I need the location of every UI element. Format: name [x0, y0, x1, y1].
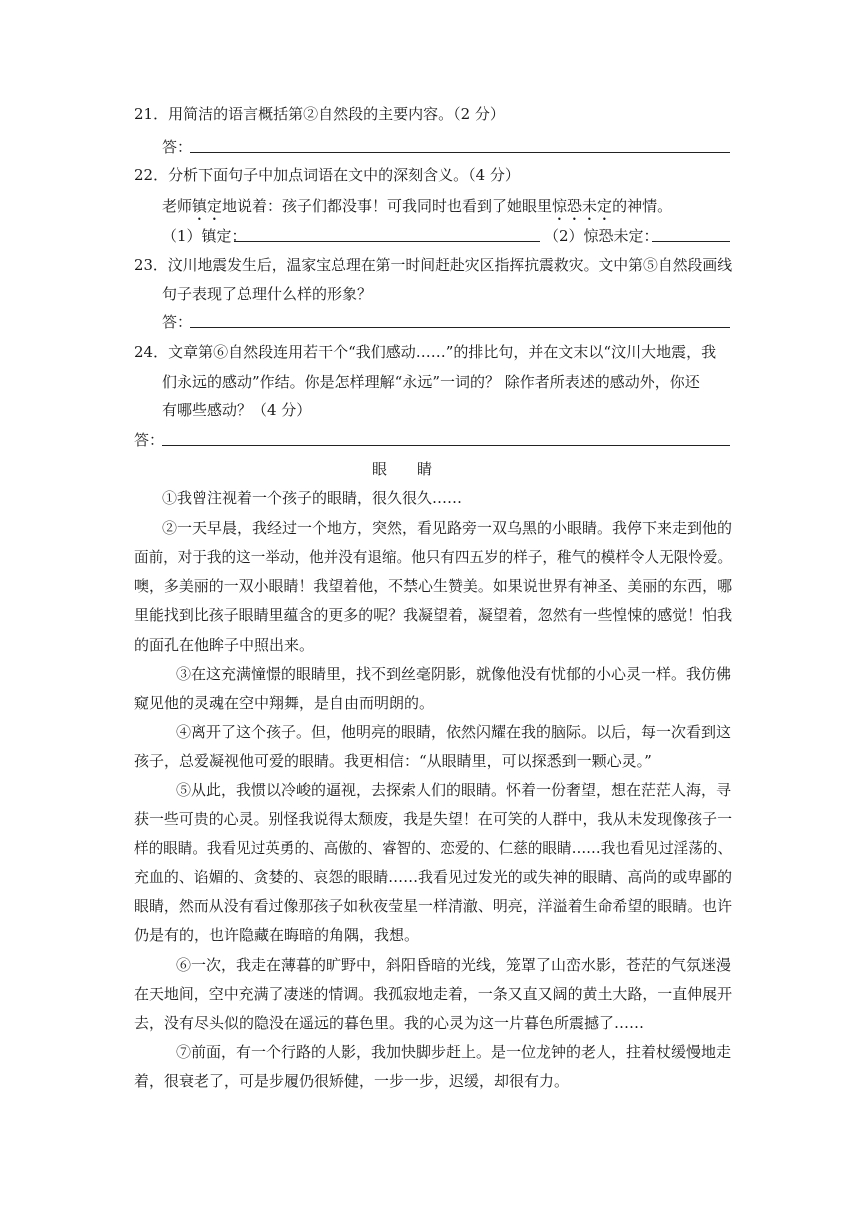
article-line: 充血的、谄媚的、贪婪的、哀怨的眼睛……我看见过发光的或失神的眼睛、高尚的或卑鄙的 [134, 868, 733, 886]
question-22: 22．分析下面句子中加点词语在文中的深刻含义。（4 分） [134, 166, 520, 184]
answer-line-24[interactable] [162, 445, 730, 446]
article-line: 孩子，总爱凝视他可爱的眼睛。我更相信：“从眼睛里，可以探悉到一颗心灵。” [134, 752, 652, 770]
article-line: ⑦前面，有一个行路的人影，我加快脚步赶上。是一位龙钟的老人，拄着杖缓慢地走 [176, 1043, 732, 1061]
article-line: 窥见他的灵魂在空中翔舞，是自由而明朗的。 [134, 694, 435, 712]
question-22-sentence [162, 196, 672, 224]
article-line: ③在这充满憧憬的眼睛里，找不到丝毫阴影，就像他没有忧郁的小心灵一样。我仿佛 [176, 665, 732, 683]
question-24-line-2: 们永远的感动”作结。你是怎样理解“永远”一词的？ 除作者所表述的感动外，你还 [162, 373, 700, 391]
article-line: ⑥一次，我走在薄暮的旷野中，斜阳昏暗的光线，笼罩了山峦水影，苍茫的气氛迷漫 [176, 956, 732, 974]
answer-line-22-2[interactable] [652, 241, 730, 242]
answer-line-22-1[interactable] [234, 241, 540, 242]
article-line: 样的眼睛。我看见过英勇的、高傲的、睿智的、恋爱的、仁慈的眼睛……我也看见过淫荡的、 [134, 839, 733, 857]
article-line: ④离开了这个孩子。但，他明亮的眼睛，依然闪耀在我的脑际。以后，每一次看到这 [176, 723, 732, 741]
answer-label-24: 答： [134, 431, 165, 449]
article-line: 去，没有尽头似的隐没在遥远的暮色里。我的心灵为这一片暮色所震撼了…… [134, 1014, 645, 1032]
article-line: 噢，多美丽的一双小眼睛！我望着他，不禁心生赞美。如果说世界有神圣、美丽的东西，哪 [134, 577, 733, 595]
article-line: 在天地间，空中充满了凄迷的情调。我孤寂地走着，一条又直又阔的黄土大路，一直伸展开 [134, 985, 733, 1003]
question-24-line-3: 有哪些感动？（4 分） [162, 401, 312, 419]
question-23-line-1: 23．汶川地震发生后，温家宝总理在第一时间赶赴灾区指挥抗震救灾。文中第⑤自然段画线 [134, 256, 733, 274]
article-line: ⑤从此，我惯以冷峻的逼视，去探索人们的眼睛。怀着一份奢望，想在茫茫人海，寻 [176, 781, 732, 799]
article-line: 的面孔在他眸子中照出来。 [134, 636, 315, 654]
answer-label-21: 答： [162, 138, 193, 156]
article-line: 获一些可贵的心灵。别怪我说得太颓废，我是失望！在可笑的人群中，我从未发现像孩子一 [134, 810, 733, 828]
article-line: 仍是有的，也许隐藏在晦暗的角隅，我想。 [134, 926, 420, 944]
sub-question-1-label: （1）镇定： [162, 227, 247, 245]
article-line: ①我曾注视着一个孩子的眼睛，很久很久…… [162, 489, 463, 507]
answer-line-21[interactable] [190, 152, 730, 153]
article-line: 面前，对于我的这一举动，他并没有退缩。他只有四五岁的样子，稚气的模样令人无限怜爱。 [134, 548, 733, 566]
dotted-word-jingkong: 惊恐未定 [552, 197, 613, 215]
sub-question-2-label: （2）惊恐未定： [544, 227, 659, 245]
answer-line-23[interactable] [190, 327, 730, 328]
dotted-word-zhending: 镇定 [192, 197, 223, 215]
article-line: 眼睛，然而从没有看过像那孩子如秋夜莹星一样清澈、明亮，洋溢着生命希望的眼睛。也许 [134, 897, 733, 915]
sentence-part-c: 的神情。 [612, 197, 673, 215]
question-23-line-2: 句子表现了总理什么样的形象？ [162, 285, 373, 303]
question-24-line-1: 24．文章第⑥自然段连用若干个“我们感动……”的排比句，并在文末以“汶川大地震，我 [134, 343, 717, 361]
sentence-part-b: 地说着：孩子们都没事！可我同时也看到了她眼里 [222, 197, 553, 215]
article-line: 里能找到比孩子眼睛里蕴含的更多的呢？我凝望着，凝望着，忽然有一些惶悚的感觉！怕我 [134, 606, 733, 624]
answer-label-23: 答： [162, 313, 193, 331]
article-line: ②一天早晨，我经过一个地方，突然，看见路旁一双乌黑的小眼睛。我停下来走到他的 [162, 519, 733, 537]
article-line: 着，很衰老了，可是步履仍很矫健，一步一步，迟缓，却很有力。 [134, 1072, 570, 1090]
question-21: 21．用简洁的语言概括第②自然段的主要内容。（2 分） [134, 105, 505, 123]
sentence-part-a: 老师 [162, 197, 193, 215]
article-title: 眼 睛 [372, 460, 433, 478]
